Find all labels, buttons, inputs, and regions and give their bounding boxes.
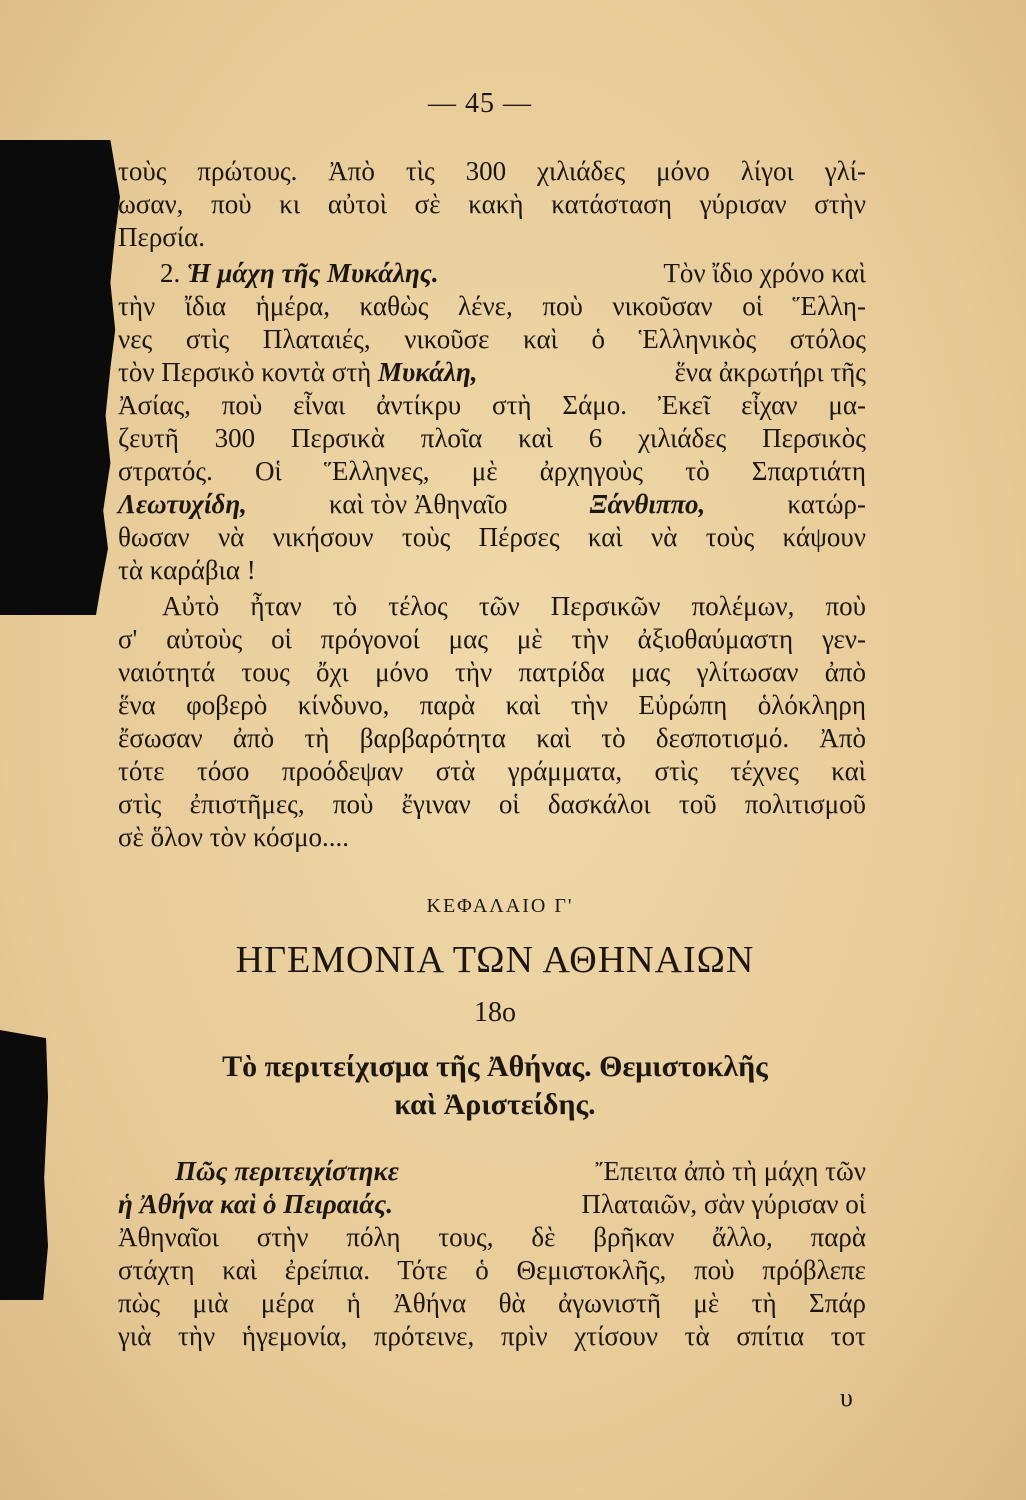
text-line: στὶς ἐπιστῆμες, ποὺ ἔγιναν οἱ δασκάλοι τοῦ πολιτισμοῦ — [118, 789, 866, 819]
text-line: νες στὶς Πλαταιές, νικοῦσε καὶ ὁ Ἑλληνικὸς στόλος — [118, 324, 866, 354]
text-line: ἕνα φοβερὸ κίνδυνο, παρὰ καὶ τὴν Εὐρώπη ὁλόκληρη — [118, 690, 866, 720]
text-line: σὲ ὅλον τὸν κόσμο.... — [118, 822, 350, 852]
text-fragment: Ἔπειτα ἀπὸ τὴ μάχη τῶν — [595, 1156, 866, 1186]
text-line: Περσία. — [118, 222, 206, 252]
section-number: 18ο — [474, 997, 516, 1028]
person-name-xanthippos: Ξάνθιππο, — [589, 489, 706, 519]
chapter-title: ΗΓΕΜΟΝΙΑ ΤΩΝ ΑΘΗΝΑΙΩΝ — [235, 939, 755, 981]
section-2-first-line — [160, 257, 866, 289]
text-line — [118, 1188, 866, 1220]
person-name-leotychidis: Λεωτυχίδη, — [118, 489, 247, 519]
side-heading: Πῶς περιτειχίστηκε — [175, 1156, 399, 1186]
text-fragment: Πλαταιῶν, σὰν γύρισαν οἱ — [581, 1189, 866, 1219]
text-line: τὴν ἴδια ἡμέρα, καθὼς λένε, ποὺ νικοῦσαν οἱ Ἕλλη- — [118, 291, 866, 321]
text-line: Ἀσίας, ποὺ εἶναι ἀντίκρυ στὴ Σάμο. Ἐκεῖ εἶχαν μα- — [118, 390, 866, 420]
text-line: θωσαν νὰ νικήσουν τοὺς Πέρσες καὶ νὰ τοὺς κάψουν — [118, 522, 866, 552]
text-line: στρατός. Οἱ Ἕλληνες, μὲ ἀρχηγοὺς τὸ Σπαρτιάτη — [118, 456, 866, 486]
text-line: στάχτη καὶ ἐρείπια. Τότε ὁ Θεμιστοκλῆς, ποὺ πρόβλεπε — [118, 1255, 866, 1285]
section-2-number: 2. — [160, 258, 181, 288]
page-number: — 45 — — [428, 88, 532, 119]
text-line — [118, 488, 866, 520]
text-line: ναιότητά τους ὄχι μόνο τὴν πατρίδα μας γλίτωσαν ἀπὸ — [118, 657, 866, 687]
text-line: τοὺς πρώτους. Ἀπὸ τὶς 300 χιλιάδες μόνο λίγοι γλί- — [118, 156, 866, 186]
text-line: ζευτῆ 300 Περσικὰ πλοῖα καὶ 6 χιλιάδες Περσικὸς — [118, 423, 866, 453]
text-line: Ἀθηναῖοι στὴν πόλη τους, δὲ βρῆκαν ἄλλο, παρὰ — [118, 1222, 866, 1252]
text-line: γιὰ τὴν ἡγεμονία, πρότεινε, πρὶν χτίσουν τὰ σπίτια τοτ — [118, 1321, 866, 1351]
place-name-mykali: Μυκάλη, — [378, 357, 478, 387]
text-fragment: ἕνα ἀκρωτήρι τῆς — [674, 357, 866, 387]
text-line: ωσαν, ποὺ κι αὐτοὶ σὲ κακὴ κατάσταση γύρισαν στὴν — [118, 189, 866, 219]
heading-line: Τὸ περιτείχισμα τῆς Ἀθήνας. Θεμιστοκλῆς — [222, 1050, 768, 1083]
text-line — [118, 356, 866, 388]
torn-edge-top — [0, 140, 120, 615]
heading-line: καὶ Ἀριστείδης. — [394, 1088, 596, 1121]
text-fragment: κατώρ- — [787, 489, 866, 519]
text-fragment: καὶ τὸν Ἀθηναῖο — [329, 489, 508, 519]
section-2-title: Ἡ μάχη τῆς Μυκάλης. — [187, 258, 439, 288]
footer-mark: υ — [840, 1383, 853, 1412]
text-fragment: τὸν Περσικὸ κοντὰ στὴ — [118, 357, 372, 387]
side-heading: ἡ Ἀθήνα καὶ ὁ Πειραιάς. — [118, 1189, 393, 1219]
text-line — [175, 1155, 866, 1187]
text-line: τὰ καράβια ! — [118, 555, 256, 585]
text-line: πὼς μιὰ μέρα ἡ Ἀθήνα θὰ ἀγωνιστῆ μὲ τὴ Σπάρ — [118, 1288, 866, 1318]
text-line: Αὐτὸ ἦταν τὸ τέλος τῶν Περσικῶν πολέμων, ποὺ — [162, 591, 866, 621]
text-line: ἔσωσαν ἀπὸ τὴ βαρβαρότητα καὶ τὸ δεσποτισμό. Ἀπὸ — [118, 723, 866, 753]
chapter-label: ΚΕΦΑΛΑΙΟ Γ' — [426, 895, 574, 917]
text-line: σ' αὐτοὺς οἱ πρόγονοί μας μὲ τὴν ἀξιοθαύμαστη γεν- — [118, 624, 866, 654]
text-fragment: Τὸν ἴδιο χρόνο καὶ — [663, 258, 866, 288]
text-line: τότε τόσο προόδεψαν στὰ γράμματα, στὶς τέχνες καὶ — [118, 756, 866, 786]
